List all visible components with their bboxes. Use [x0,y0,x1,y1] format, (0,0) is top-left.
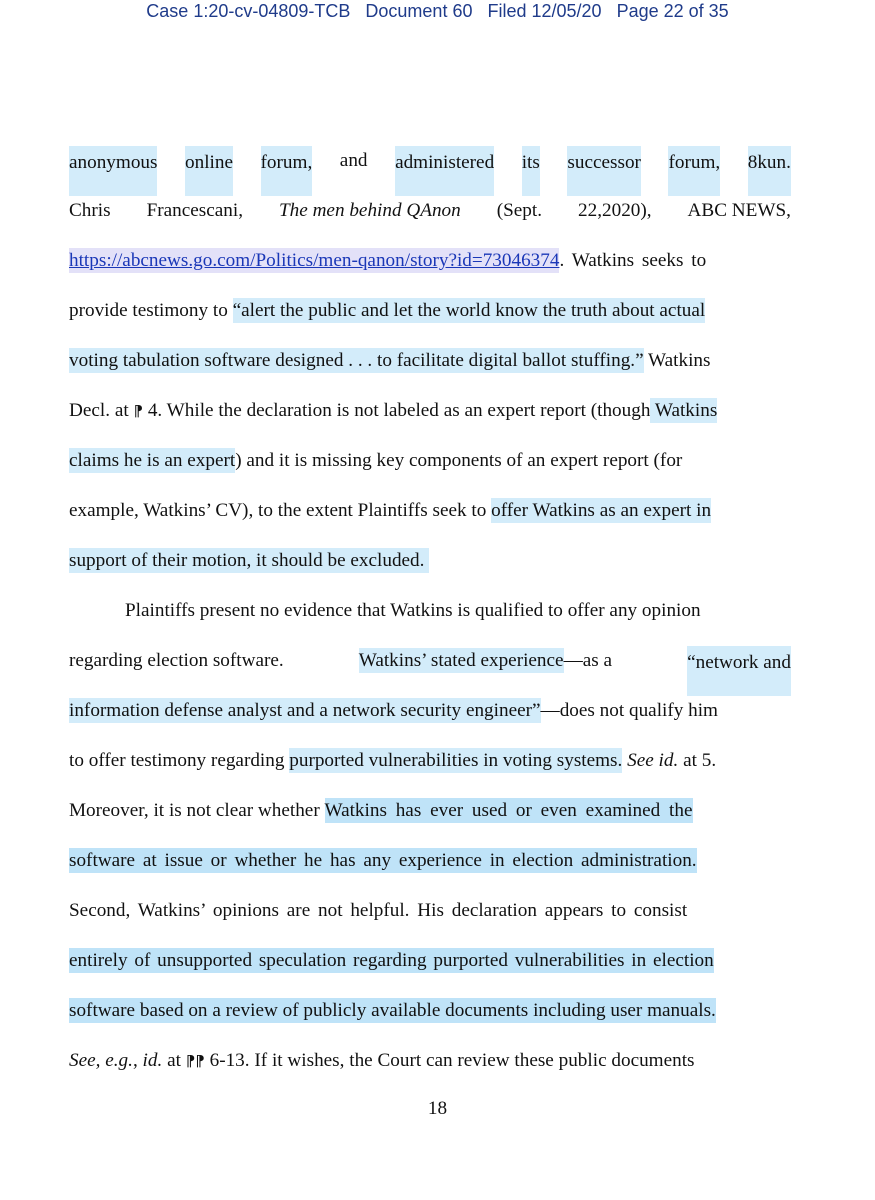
text-segment: 4. While the declaration is not labeled as an expert report (though [143,400,651,421]
text-line-9 [69,546,791,596]
text-line-19 [69,1046,791,1096]
text-segment: regarding election software. [69,650,284,671]
word: forum, [261,146,313,196]
word: Chris [69,200,111,221]
word: forum, [668,146,720,196]
text-segment: Second, Watkins’ opinions are not helpful. His declaration appears to consist [69,900,688,921]
text-line-7 [69,446,791,496]
text-segment: —as a [563,650,613,671]
citation-signal: See id. [622,750,679,771]
text-line-2 [69,196,791,246]
text-segment: at [162,1050,186,1071]
text-segment: , [132,1050,143,1071]
text-line-15 [69,846,791,896]
word: online [185,146,233,196]
word: 22,2020), [578,200,652,221]
text-segment: ) and it is missing key components of an expert report (for [235,450,683,471]
text-segment: 6-13. If it wishes, the Court can review these public documents [204,1050,695,1071]
text-line-3 [69,246,791,296]
highlighted-quote: voting tabulation software designed . . . to facilitate digital ballot stuffing.” [69,350,644,371]
highlighted-text: entirely of unsupported speculation regarding purported vulnerabilities in election [69,950,714,971]
word: 8kun. [748,146,791,196]
highlighted-quote: “network and [687,646,791,696]
text-segment: provide testimony to [69,300,233,321]
highlighted-text: claims he is an expert [69,450,236,471]
highlighted-quote: information defense analyst and a network security engineer” [69,700,541,721]
highlighted-text: Watkins’ stated experience [358,650,564,671]
word: its [522,146,540,196]
text-line-18 [69,996,791,1046]
document-number: Document 60 [365,1,473,21]
page-number: 18 [427,1098,448,1119]
text-line-17 [69,946,791,996]
text-segment: Plaintiffs present no evidence that Watkins is qualified to offer any opinion [125,600,701,621]
paragraph-mark-icon: ⁋⁋ [185,1052,205,1070]
text-line-10 [69,596,791,646]
citation-id: id. [142,1050,163,1071]
text-line-16 [69,896,791,946]
article-link[interactable]: https://abcnews.go.com/Politics/men-qanon/story?id=73046374 [69,250,560,271]
text-segment: . Watkins seeks to [559,250,707,271]
filed-date: Filed 12/05/20 [487,1,602,21]
paragraph-mark-icon: ⁋ [133,402,144,420]
highlighted-text: offer Watkins as an expert in [491,500,712,521]
text-segment: to offer testimony regarding [69,750,290,771]
text-line-4 [69,296,791,346]
text-group [359,646,612,696]
text-segment: Decl. at [69,400,134,421]
word: Francescani, [146,200,244,221]
text-line-6 [69,396,791,446]
highlighted-text: Watkins has ever used or even examined the [324,800,693,821]
text-line-1 [69,146,791,196]
text-segment: —does not qualify him [540,700,718,721]
text-segment: Moreover, it is not clear whether [69,800,325,821]
text-line-8 [69,496,791,546]
highlighted-text: Watkins [650,400,718,421]
word: administered [395,146,494,196]
publication-name: ABC NEWS, [687,200,791,221]
document-body [69,146,791,1096]
word: (Sept. [496,200,543,221]
case-number: Case 1:20-cv-04809-TCB [146,1,351,21]
article-link-highlight [69,248,559,273]
word: and [339,150,368,171]
word: successor [567,146,641,196]
text-line-13 [69,746,791,796]
highlighted-text: purported vulnerabilities in voting systems. [289,750,623,771]
text-segment: Watkins [643,350,711,371]
text-line-5 [69,346,791,396]
page-of-pages: Page 22 of 35 [616,1,729,21]
highlighted-text: software based on a review of publicly available documents including user manuals. [69,1000,716,1021]
word: anonymous [69,146,157,196]
highlighted-text: software at issue or whether he has any experience in election administration. [69,850,697,871]
case-header [0,0,875,26]
highlighted-quote: “alert the public and let the world know the truth about actual [232,300,706,321]
highlighted-text: support of their motion, it should be excluded. [69,550,430,571]
text-segment: example, Watkins’ CV), to the extent Plaintiffs seek to [69,500,492,521]
citation-signal: See, e.g. [69,1050,133,1071]
text-line-11 [69,646,791,696]
text-segment: at 5. [678,750,717,771]
text-line-12 [69,696,791,746]
article-title: The men behind QAnon [279,200,461,221]
text-line-14 [69,796,791,846]
